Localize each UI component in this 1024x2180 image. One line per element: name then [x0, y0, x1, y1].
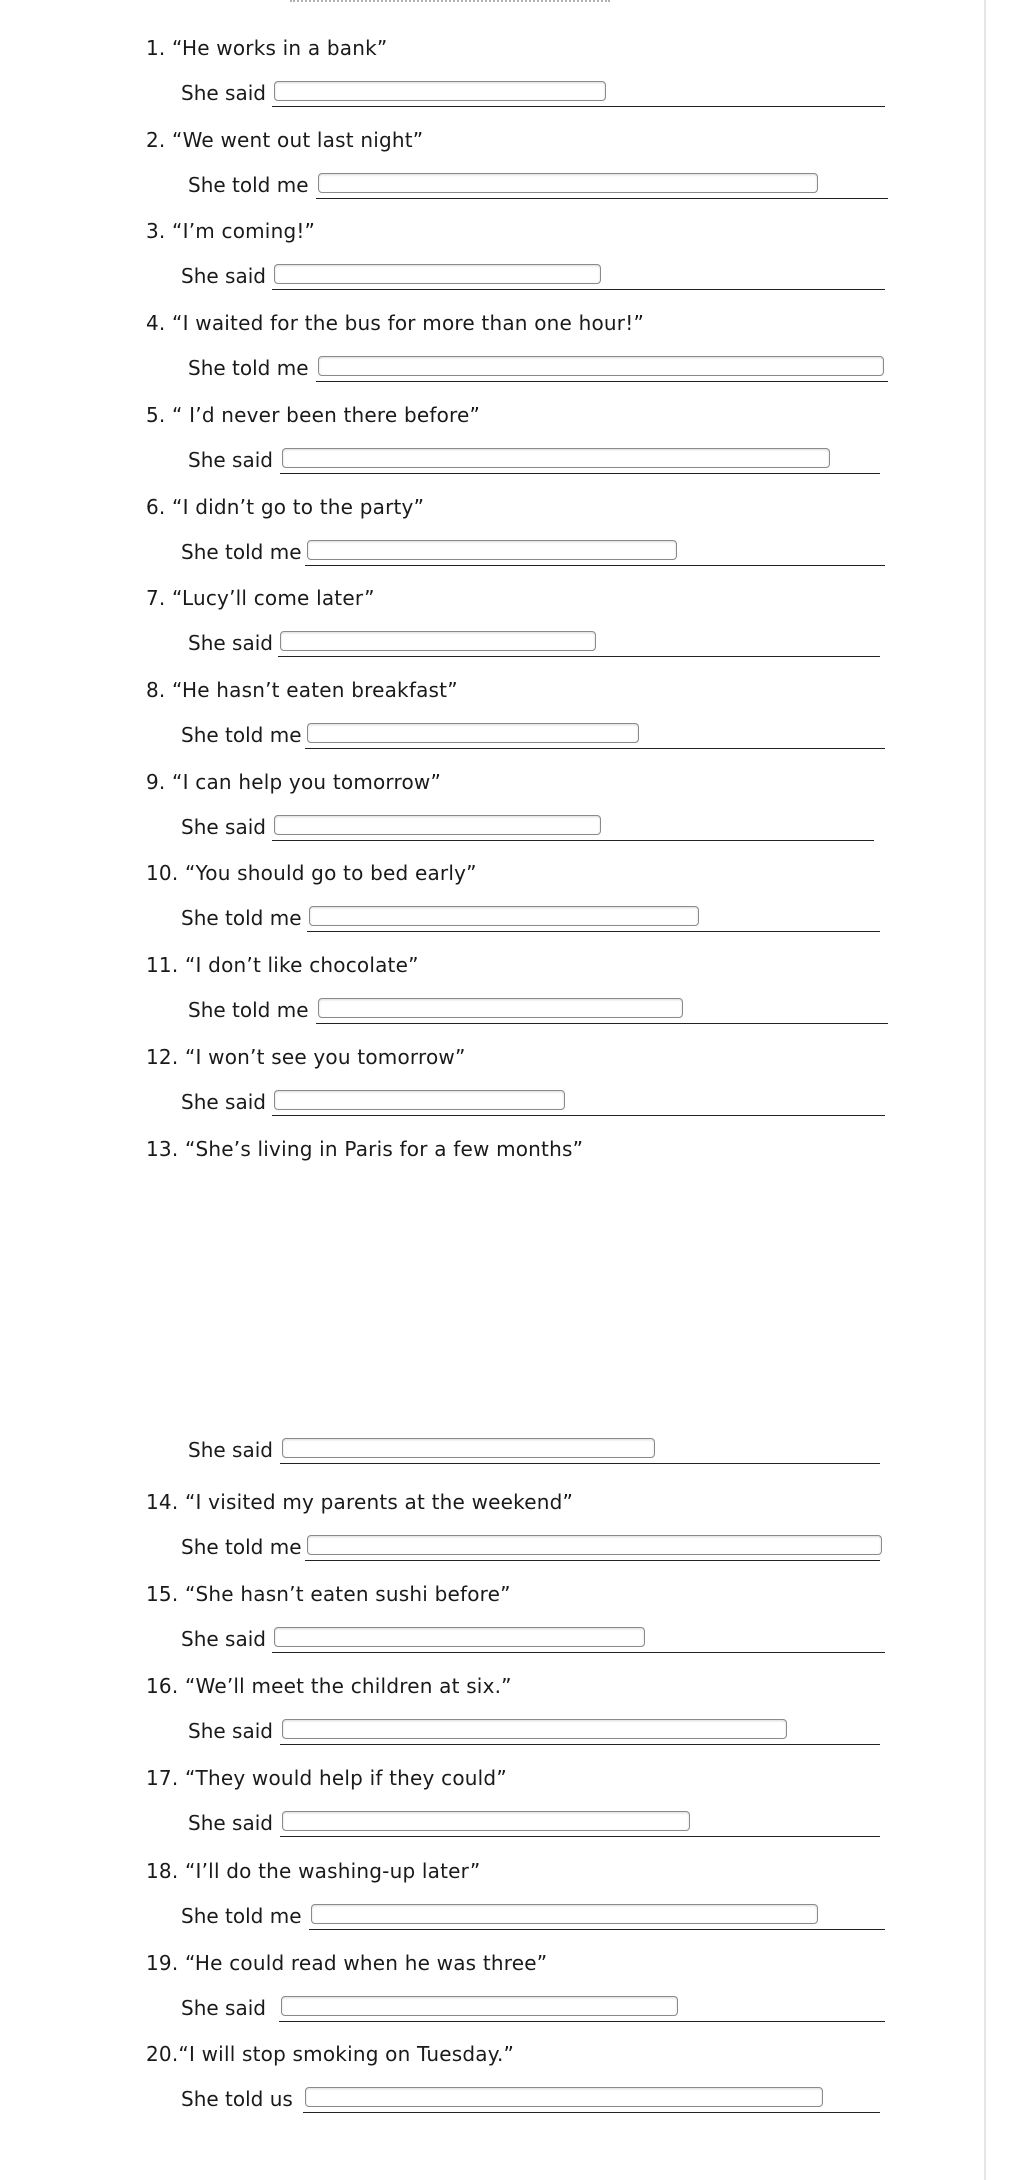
direct-speech-sentence: 5. “ I’d never been there before” [146, 403, 481, 427]
direct-speech-sentence: 18. “I’ll do the washing-up later” [146, 1859, 481, 1883]
reporting-verb-label: She said [181, 1996, 266, 2020]
reported-speech-row [188, 1719, 880, 1749]
answer-input[interactable] [311, 1904, 818, 1924]
reported-speech-row [188, 631, 880, 661]
reported-speech-row [181, 1996, 885, 2026]
reported-speech-row [181, 264, 885, 294]
answer-input[interactable] [282, 1719, 787, 1739]
reporting-verb-label: She said [188, 631, 273, 655]
answer-underline [305, 748, 885, 749]
answer-underline [305, 565, 885, 566]
direct-speech-sentence: 12. “I won’t see you tomorrow” [146, 1045, 466, 1069]
reported-speech-row [181, 540, 885, 570]
reporting-verb-label: She told me [188, 173, 309, 197]
answer-input[interactable] [307, 540, 677, 560]
direct-speech-sentence: 9. “I can help you tomorrow” [146, 770, 442, 794]
answer-input[interactable] [274, 264, 601, 284]
reporting-verb-label: She told us [181, 2087, 293, 2111]
reported-speech-row [181, 1904, 885, 1934]
reported-speech-row [181, 815, 874, 845]
answer-input[interactable] [274, 81, 606, 101]
answer-underline [272, 1115, 885, 1116]
answer-input[interactable] [318, 173, 818, 193]
answer-underline [279, 2021, 885, 2022]
reported-speech-row [181, 2087, 880, 2117]
reported-speech-row [181, 1535, 880, 1565]
reporting-verb-label: She told me [181, 906, 302, 930]
direct-speech-sentence: 2. “We went out last night” [146, 128, 424, 152]
reporting-verb-label: She said [188, 1811, 273, 1835]
reporting-verb-label: She told me [181, 1535, 302, 1559]
reporting-verb-label: She said [181, 1627, 266, 1651]
direct-speech-sentence: 7. “Lucy’ll come later” [146, 586, 375, 610]
answer-input[interactable] [282, 448, 830, 468]
answer-input[interactable] [318, 356, 884, 376]
answer-input[interactable] [307, 1535, 882, 1555]
answer-input[interactable] [280, 631, 596, 651]
reported-speech-row [181, 1627, 885, 1657]
answer-underline [272, 840, 874, 841]
reporting-verb-label: She said [181, 81, 266, 105]
reporting-verb-label: She told me [188, 356, 309, 380]
reported-speech-row [188, 1811, 880, 1841]
answer-underline [280, 1744, 880, 1745]
answer-input[interactable] [274, 1090, 565, 1110]
answer-underline [280, 1463, 880, 1464]
direct-speech-sentence: 11. “I don’t like chocolate” [146, 953, 419, 977]
answer-underline [316, 381, 888, 382]
answer-input[interactable] [307, 723, 639, 743]
answer-input[interactable] [282, 1438, 655, 1458]
reporting-verb-label: She said [188, 1719, 273, 1743]
answer-underline [305, 1560, 880, 1561]
reporting-verb-label: She said [181, 815, 266, 839]
answer-underline [280, 1836, 880, 1837]
direct-speech-sentence: 4. “I waited for the bus for more than one hour!” [146, 311, 645, 335]
reported-speech-row [188, 173, 888, 203]
reported-speech-row [181, 81, 885, 111]
cropped-instruction-line [290, 0, 610, 6]
answer-underline [307, 931, 880, 932]
answer-underline [272, 1652, 885, 1653]
page-edge-divider [984, 0, 986, 2180]
direct-speech-sentence: 16. “We’ll meet the children at six.” [146, 1674, 512, 1698]
answer-input[interactable] [318, 998, 683, 1018]
direct-speech-sentence: 14. “I visited my parents at the weekend” [146, 1490, 574, 1514]
reported-speech-row [181, 1090, 885, 1120]
direct-speech-sentence: 1. “He works in a bank” [146, 36, 388, 60]
reported-speech-row [188, 998, 888, 1028]
reported-speech-row [181, 723, 885, 753]
reporting-verb-label: She said [181, 1090, 266, 1114]
answer-underline [316, 198, 888, 199]
reported-speech-row [188, 1438, 880, 1468]
direct-speech-sentence: 15. “She hasn’t eaten sushi before” [146, 1582, 511, 1606]
reporting-verb-label: She told me [181, 723, 302, 747]
answer-input[interactable] [309, 906, 699, 926]
answer-underline [278, 656, 880, 657]
reporting-verb-label: She told me [181, 540, 302, 564]
reporting-verb-label: She told me [181, 1904, 302, 1928]
answer-underline [272, 289, 885, 290]
answer-underline [272, 106, 885, 107]
direct-speech-sentence: 8. “He hasn’t eaten breakfast” [146, 678, 458, 702]
reported-speech-row [188, 448, 880, 478]
direct-speech-sentence: 3. “I’m coming!” [146, 219, 316, 243]
answer-underline [316, 1023, 888, 1024]
direct-speech-sentence: 20.“I will stop smoking on Tuesday.” [146, 2042, 515, 2066]
direct-speech-sentence: 6. “I didn’t go to the party” [146, 495, 425, 519]
answer-input[interactable] [274, 1627, 645, 1647]
reported-speech-row [181, 906, 880, 936]
reported-speech-row [188, 356, 888, 386]
answer-input[interactable] [281, 1996, 678, 2016]
direct-speech-sentence: 19. “He could read when he was three” [146, 1951, 548, 1975]
answer-underline [309, 1929, 885, 1930]
answer-underline [280, 473, 880, 474]
direct-speech-sentence: 13. “She’s living in Paris for a few months” [146, 1137, 584, 1161]
answer-input[interactable] [274, 815, 601, 835]
reporting-verb-label: She told me [188, 998, 309, 1022]
answer-underline [303, 2112, 880, 2113]
reporting-verb-label: She said [188, 1438, 273, 1462]
direct-speech-sentence: 17. “They would help if they could” [146, 1766, 507, 1790]
reporting-verb-label: She said [181, 264, 266, 288]
answer-input[interactable] [305, 2087, 823, 2107]
direct-speech-sentence: 10. “You should go to bed early” [146, 861, 477, 885]
reporting-verb-label: She said [188, 448, 273, 472]
answer-input[interactable] [282, 1811, 690, 1831]
